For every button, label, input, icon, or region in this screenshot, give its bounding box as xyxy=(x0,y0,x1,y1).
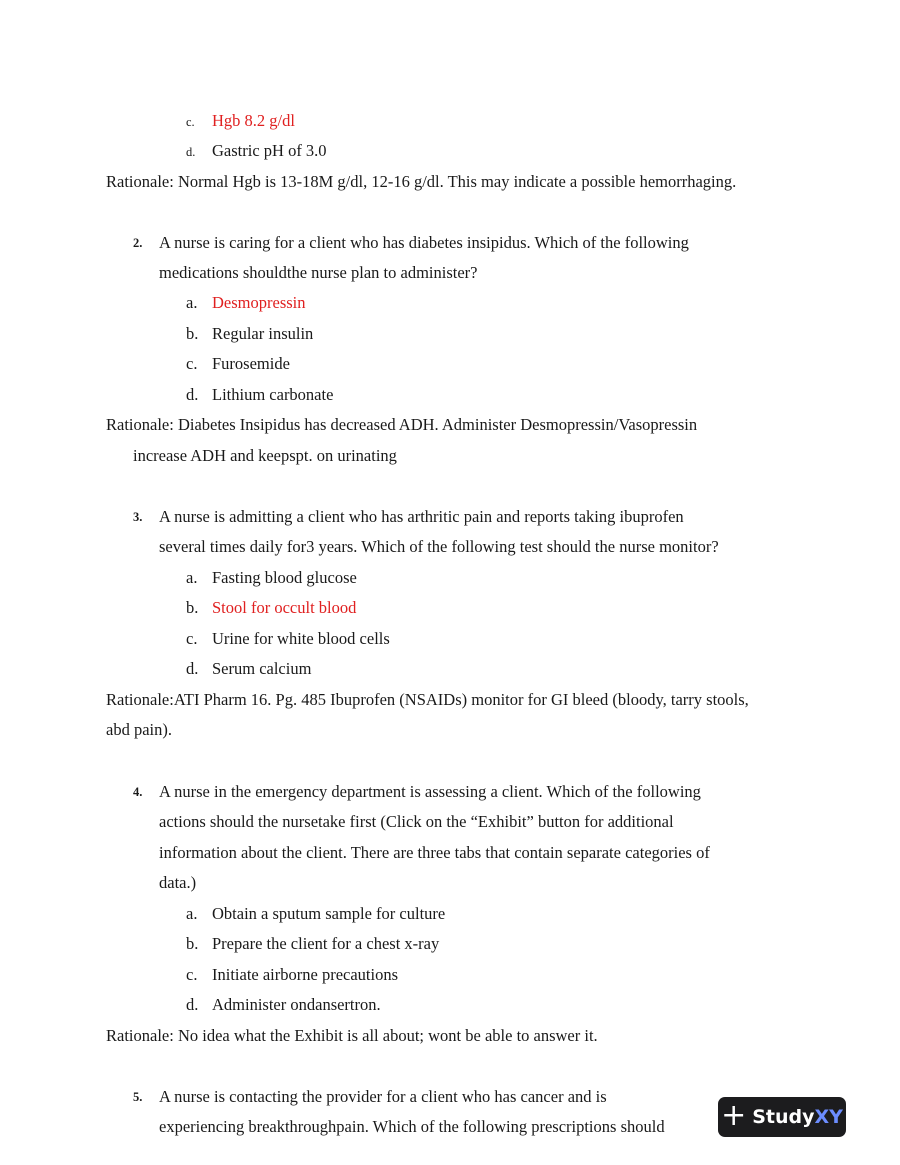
question-text: experiencing breakthroughpain. Which of the following prescriptions should xyxy=(159,1117,665,1136)
option-text: Furosemide xyxy=(212,354,290,373)
option-text: Lithium carbonate xyxy=(212,385,334,404)
rationale-text: abd pain). xyxy=(106,720,172,739)
option-letter: a. xyxy=(186,568,198,587)
question-text: A nurse is contacting the provider for a client who has cancer and is xyxy=(159,1087,607,1106)
rationale-text: Rationale: Diabetes Insipidus has decreased ADH. Administer Desmopressin/Vasopressin xyxy=(106,415,698,434)
option-letter: c. xyxy=(186,115,195,129)
option-text: Fasting blood glucose xyxy=(212,568,357,587)
option-letter: d. xyxy=(186,385,199,404)
option-text: Administer ondansertron. xyxy=(212,995,381,1014)
brand-xy-text: XY xyxy=(814,1106,843,1128)
option-text: Serum calcium xyxy=(212,659,312,678)
option-text-correct: Desmopressin xyxy=(212,293,306,312)
question-number: 5. xyxy=(133,1090,143,1104)
question-text: information about the client. There are three tabs that contain separate categories of xyxy=(159,843,710,862)
option-letter: a. xyxy=(186,293,198,312)
rationale-text: Rationale: Normal Hgb is 13-18M g/dl, 12-16 g/dl. This may indicate a possible hemorrhaging. xyxy=(106,172,737,191)
option-letter: b. xyxy=(186,598,199,617)
option-letter: c. xyxy=(186,965,198,984)
option-letter: d. xyxy=(186,995,199,1014)
question-text: A nurse is admitting a client who has arthritic pain and reports taking ibuprofen xyxy=(159,507,684,526)
question-text: several times daily for3 years. Which of the following test should the nurse monitor? xyxy=(159,537,719,556)
question-text: actions should the nursetake first (Click on the “Exhibit” button for additional xyxy=(159,812,674,831)
question-number: 2. xyxy=(133,236,143,250)
option-text: Initiate airborne precautions xyxy=(212,965,399,984)
option-letter: d. xyxy=(186,145,196,159)
option-letter: b. xyxy=(186,934,199,953)
question-text: medications shouldthe nurse plan to administer? xyxy=(159,263,478,282)
question-text: A nurse in the emergency department is assessing a client. Which of the following xyxy=(159,782,701,801)
option-letter: c. xyxy=(186,629,198,648)
question-text: A nurse is caring for a client who has diabetes insipidus. Which of the following xyxy=(159,233,689,252)
rationale-text: Rationale: No idea what the Exhibit is all about; wont be able to answer it. xyxy=(106,1026,598,1045)
plus-icon: + xyxy=(721,1097,747,1133)
option-text: Obtain a sputum sample for culture xyxy=(212,904,446,923)
option-letter: b. xyxy=(186,324,199,343)
option-text: Prepare the client for a chest x-ray xyxy=(212,934,440,953)
question-text: data.) xyxy=(159,873,197,892)
question-number: 3. xyxy=(133,510,143,524)
studyxy-logo-badge[interactable] xyxy=(718,1097,846,1137)
option-text-correct: Stool for occult blood xyxy=(212,598,357,617)
option-text: Urine for white blood cells xyxy=(212,629,390,648)
option-letter: a. xyxy=(186,904,198,923)
question-number: 4. xyxy=(133,785,143,799)
rationale-text: Rationale:ATI Pharm 16. Pg. 485 Ibuprofen (NSAIDs) monitor for GI bleed (bloody, tarry stools, xyxy=(106,690,749,709)
option-text-correct: Hgb 8.2 g/dl xyxy=(212,111,295,130)
option-text: Regular insulin xyxy=(212,324,314,343)
option-text: Gastric pH of 3.0 xyxy=(212,141,327,160)
rationale-text: increase ADH and keepspt. on urinating xyxy=(133,446,397,465)
option-letter: c. xyxy=(186,354,198,373)
brand-study-text: Study xyxy=(752,1106,815,1128)
option-letter: d. xyxy=(186,659,199,678)
